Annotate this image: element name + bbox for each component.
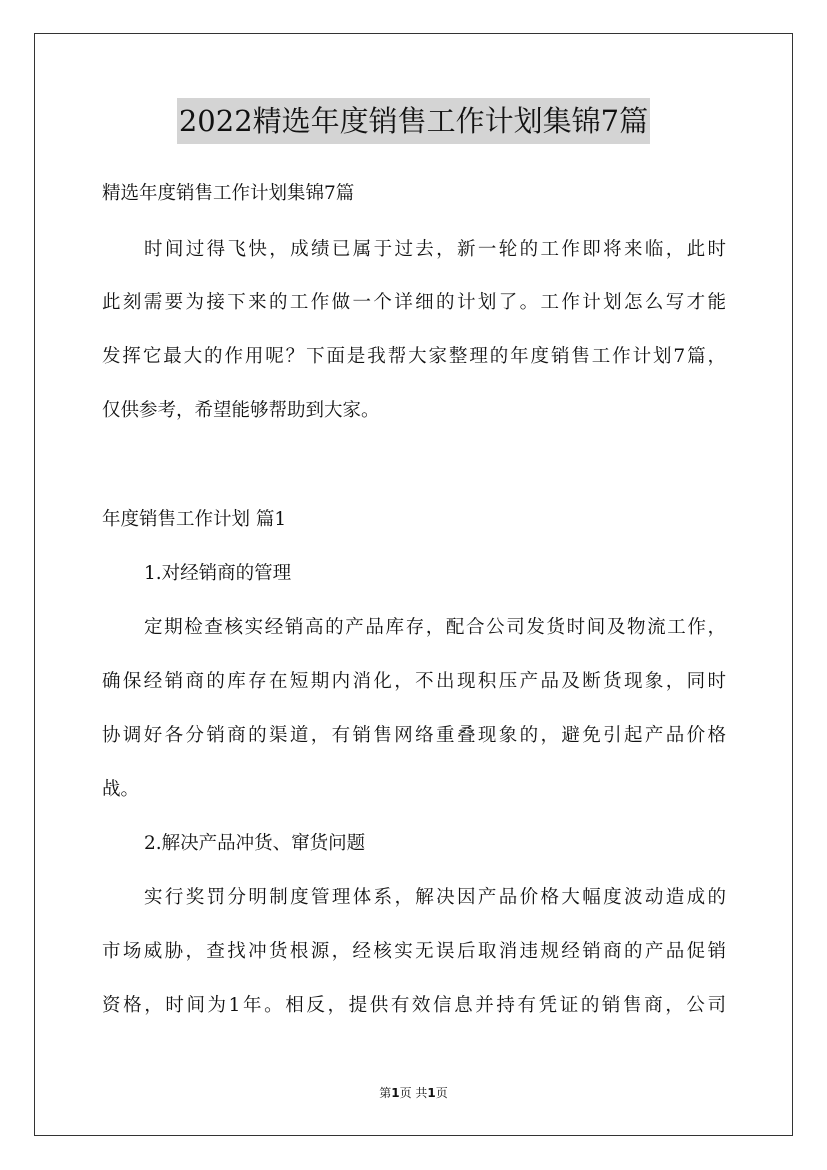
item-1-line-4: 战。 [102, 779, 140, 800]
document-subtitle: 精选年度销售工作计划集锦7篇 [102, 183, 355, 204]
intro-line-2: 此刻需要为接下来的工作做一个详细的计划了。工作计划怎么写才能 [102, 292, 726, 313]
item-1-line-1: 定期检查核实经销高的产品库存，配合公司发货时间及物流工作， [144, 617, 726, 638]
page-current: 1 [391, 1086, 400, 1100]
page-mid: 页 共 [399, 1086, 428, 1100]
intro-line-3: 发挥它最大的作用呢？下面是我帮大家整理的年度销售工作计划7篇， [102, 346, 726, 367]
item-2-line-3: 资格，时间为1年。相反，提供有效信息并持有凭证的销售商，公司 [102, 995, 726, 1016]
section-heading: 年度销售工作计划 篇1 [102, 509, 287, 530]
document-title-text: 2022精选年度销售工作计划集锦7篇 [177, 98, 650, 144]
intro-line-4: 仅供参考，希望能够帮助到大家。 [102, 400, 380, 421]
item-2-line-1: 实行奖罚分明制度管理体系，解决因产品价格大幅度波动造成的 [144, 887, 726, 908]
page-footer [0, 1084, 827, 1102]
intro-line-1: 时间过得飞快，成绩已属于过去，新一轮的工作即将来临，此时 [144, 239, 726, 260]
item-1-line-2: 确保经销商的库存在短期内消化，不出现积压产品及断货现象，同时 [102, 671, 726, 692]
item-1-line-3: 协调好各分销商的渠道，有销售网络重叠现象的，避免引起产品价格 [102, 725, 726, 746]
page-suffix: 页 [435, 1086, 448, 1100]
item-2-line-2: 市场威胁，查找冲货根源，经核实无误后取消违规经销商的产品促销 [102, 941, 726, 962]
item-2-heading: 2.解决产品冲货、窜货问题 [144, 833, 366, 854]
page-prefix: 第 [379, 1086, 392, 1100]
page-total: 1 [427, 1086, 436, 1100]
document-title [0, 98, 827, 144]
item-1-heading: 1.对经销商的管理 [144, 563, 292, 584]
